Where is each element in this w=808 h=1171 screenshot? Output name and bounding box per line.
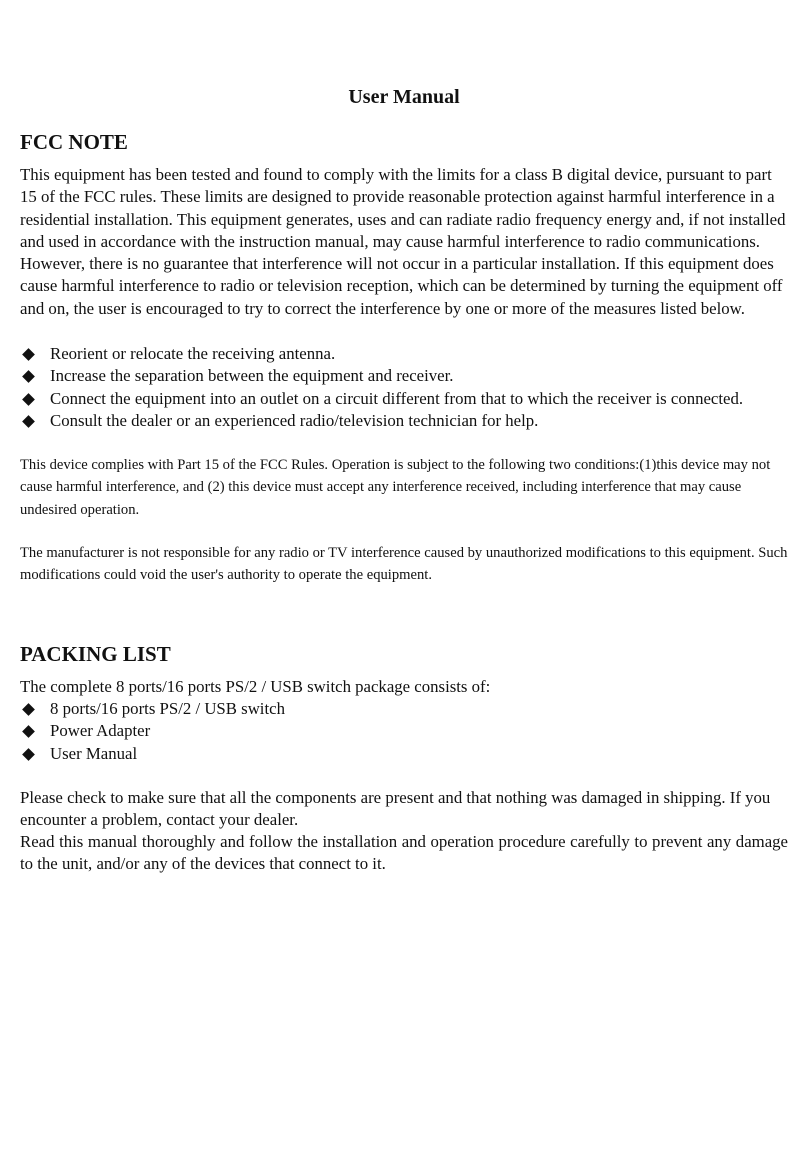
- list-item: Consult the dealer or an experienced radio/television technician for help.: [20, 410, 788, 432]
- list-item: User Manual: [20, 743, 788, 765]
- page-title: User Manual: [348, 86, 460, 108]
- list-item: Increase the separation between the equipment and receiver.: [20, 365, 788, 387]
- fcc-disclaimer-paragraph: The manufacturer is not responsible for any radio or TV interference caused by unauthorized modifications to this equipment. Such modifications could void the user's authority to operate the equipment.: [20, 545, 788, 584]
- fcc-intro-paragraph: This equipment has been tested and found to comply with the limits for a class B digital device, pursuant to part 15 of the FCC rules. These limits are designed to provide reasonable protection against harmful interference in a residential installation. This equipment generates, uses and can radiate radio frequency energy and, if not installed and used in accordance with the instruction manual, may cause harmful interference to radio communications. However, there is no guarantee that interference will not occur in a particular installation. If this equipment does cause harmful interference to radio or television reception, which can be determined by turning the equipment off and on, the user is encouraged to try to correct the interference by one or more of the measures listed below.: [20, 165, 786, 318]
- diamond-bullet-icon: [23, 749, 34, 760]
- fcc-compliance-paragraph: This device complies with Part 15 of the FCC Rules. Operation is subject to the following two conditions:(1)this device may not cause harmful interference, and (2) this device must accept any interference received, including interference that may cause undesired operation.: [20, 457, 771, 518]
- list-item: Connect the equipment into an outlet on a circuit different from that to which the receiver is connected.: [20, 388, 788, 410]
- diamond-bullet-icon: [23, 416, 34, 427]
- diamond-bullet-icon: [23, 371, 34, 382]
- list-item: Power Adapter: [20, 720, 788, 742]
- diamond-bullet-icon: [23, 704, 34, 715]
- diamond-bullet-icon: [23, 349, 34, 360]
- fcc-measures-list: [20, 343, 788, 432]
- list-item: 8 ports/16 ports PS/2 / USB switch: [20, 698, 788, 720]
- packing-items-list: [20, 698, 788, 765]
- diamond-bullet-icon: [23, 726, 34, 737]
- packing-intro: The complete 8 ports/16 ports PS/2 / USB switch package consists of:: [20, 677, 491, 696]
- fcc-note-heading: FCC NOTE: [20, 130, 128, 154]
- packing-list-heading: PACKING LIST: [20, 642, 171, 666]
- packing-read-paragraph: Read this manual thoroughly and follow the installation and operation procedure carefully to prevent any damage to the unit, and/or any of the devices that connect to it.: [20, 832, 788, 874]
- packing-check-paragraph: Please check to make sure that all the components are present and that nothing was damaged in shipping. If you encounter a problem, contact your dealer.: [20, 788, 771, 830]
- diamond-bullet-icon: [23, 394, 34, 405]
- list-item: Reorient or relocate the receiving antenna.: [20, 343, 788, 365]
